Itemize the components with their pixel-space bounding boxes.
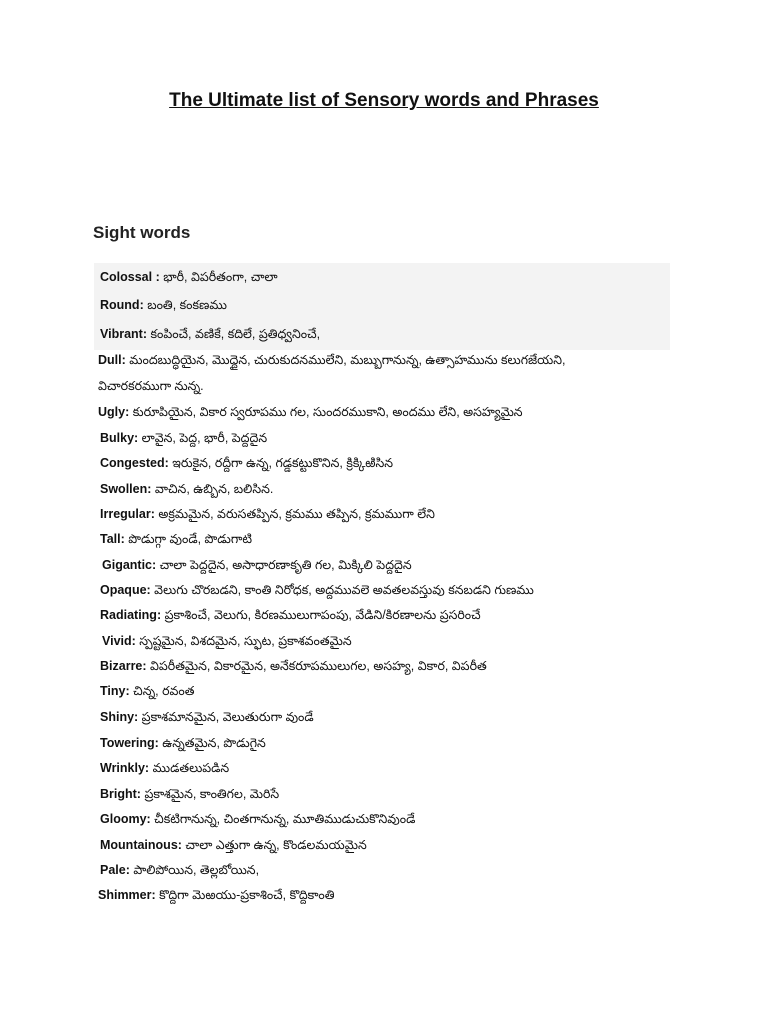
word-entry xyxy=(98,352,566,368)
section-heading: Sight words xyxy=(93,223,191,242)
word-entry xyxy=(100,269,278,285)
page-title: The Ultimate list of Sensory words and Phrases xyxy=(169,90,599,111)
word-meaning: లావైన, పెద్ద, భారీ, పెద్దదైన xyxy=(138,431,268,445)
word-entry xyxy=(100,811,415,827)
word-meaning: చీకటిగానున్న, చింతగానున్న, మూతిముడుచుకొనివుండే xyxy=(150,812,416,826)
word-entry xyxy=(100,837,367,853)
word-term: Shiny: xyxy=(100,710,139,724)
word-meaning: ప్రకాశమైన, కాంతిగల, మెరిసే xyxy=(140,787,280,801)
word-meaning: కొద్దిగా మెఱయు-ప్రకాశించే, కొద్దికాంతి xyxy=(155,888,335,902)
word-meaning: చాలా ఎత్తుగా ఉన్న, కొండలమయమైన xyxy=(181,838,367,852)
word-meaning: విపరీతమైన, వికారమైన, అనేకరూపములుగల, అసహ్య, వికార, విపరీత xyxy=(146,659,487,673)
word-meaning: ఉన్నతమైన, పొడుగైన xyxy=(158,736,266,750)
word-meaning: ముడతలుపడిన xyxy=(149,761,230,775)
word-term: Gigantic: xyxy=(102,558,157,572)
word-term: Wrinkly: xyxy=(100,761,150,775)
word-term: Irregular: xyxy=(100,507,155,521)
word-term: Colossal : xyxy=(100,270,160,284)
word-entry xyxy=(100,709,314,725)
word-term: Towering: xyxy=(100,736,159,750)
word-entry xyxy=(100,297,227,313)
word-term: Congested: xyxy=(100,456,169,470)
word-meaning: కురూపియైన, వికార స్వరూపము గల, సుందరముకాని, అందము లేని, అసహ్యమైన xyxy=(129,405,523,419)
word-term: Opaque: xyxy=(100,583,151,597)
word-entry xyxy=(100,481,273,497)
word-entry xyxy=(100,506,435,522)
word-entry xyxy=(100,531,252,547)
word-meaning: పొడుగ్గా వుండే, పొడుగాటి xyxy=(124,532,253,546)
word-term: Round: xyxy=(100,298,144,312)
word-term: Mountainous: xyxy=(100,838,182,852)
word-entry xyxy=(100,430,267,446)
word-term: Bulky: xyxy=(100,431,139,445)
word-entry xyxy=(100,862,259,878)
word-term: Vibrant: xyxy=(100,327,147,341)
word-term: Vivid: xyxy=(102,634,136,648)
word-entry xyxy=(98,378,204,394)
word-term: Ugly: xyxy=(98,405,130,419)
word-meaning: భారీ, విపరీతంగా, చాలా xyxy=(159,270,278,284)
word-term: Swollen: xyxy=(100,482,152,496)
word-entry xyxy=(98,404,523,420)
word-entry xyxy=(100,760,229,776)
word-meaning: చిన్న, రవంత xyxy=(129,684,195,698)
word-meaning: ఇరుకైన, రద్దీగా ఉన్న, గడ్డకట్టుకొనిన, క్రిక్కిఱిసిన xyxy=(168,456,394,470)
word-entry xyxy=(100,735,266,751)
word-term: Bizarre: xyxy=(100,659,147,673)
word-meaning: వెలుగు చొరబడని, కాంతి నిరోధక, అద్దమువలె అవతలవస్తువు కనబడని గుణము xyxy=(150,583,534,597)
word-term: Pale: xyxy=(100,863,130,877)
word-meaning: స్పష్టమైన, విశదమైన, స్ఫుట, ప్రకాశవంతమైన xyxy=(135,634,352,648)
word-meaning: ప్రకాశించే, వెలుగు, కిరణములుగాపంపు, వేడిని/కిరణాలను ప్రసరించే xyxy=(161,608,481,622)
word-meaning: మందబుద్ధియైన, మొద్దైన, చురుకుదనములేని, మబ్బుగానున్న, ఉత్సాహమును కలుగజేయని, xyxy=(125,353,566,367)
word-term: Bright: xyxy=(100,787,141,801)
word-entry xyxy=(100,658,487,674)
word-entry xyxy=(100,582,534,598)
word-term: Shimmer: xyxy=(98,888,156,902)
word-term: Dull: xyxy=(98,353,126,367)
word-meaning: బంతి, కంకణము xyxy=(143,298,227,312)
word-term: Tiny: xyxy=(100,684,130,698)
word-term: Tall: xyxy=(100,532,125,546)
word-entry xyxy=(100,607,481,623)
word-meaning: ప్రకాశమానమైన, వెలుతురుగా వుండే xyxy=(138,710,314,724)
word-entry xyxy=(100,683,195,699)
word-entry xyxy=(98,887,334,903)
word-entry xyxy=(100,786,279,802)
word-entry xyxy=(102,557,412,573)
word-entry xyxy=(102,633,352,649)
word-meaning: పాలిపోయిన, తెల్లబోయిన, xyxy=(129,863,260,877)
word-meaning: విచారకరముగా నున్న. xyxy=(98,379,204,393)
word-entry xyxy=(100,455,393,471)
word-term: Radiating: xyxy=(100,608,162,622)
word-meaning: కంపించే, వణికే, కదిలే, ప్రతిధ్వనించే, xyxy=(147,327,321,341)
word-meaning: అక్రమమైన, వరుసతప్పిన, క్రమము తప్పిన, క్రమముగా లేని xyxy=(154,507,435,521)
word-meaning: వాచిన, ఉబ్బిన, బలిసిన. xyxy=(151,482,274,496)
word-entry xyxy=(100,326,320,342)
word-meaning: చాలా పెద్దదైన, అసాధారణాకృతి గల, మిక్కిలి పెద్దదైన xyxy=(156,558,412,572)
word-term: Gloomy: xyxy=(100,812,151,826)
